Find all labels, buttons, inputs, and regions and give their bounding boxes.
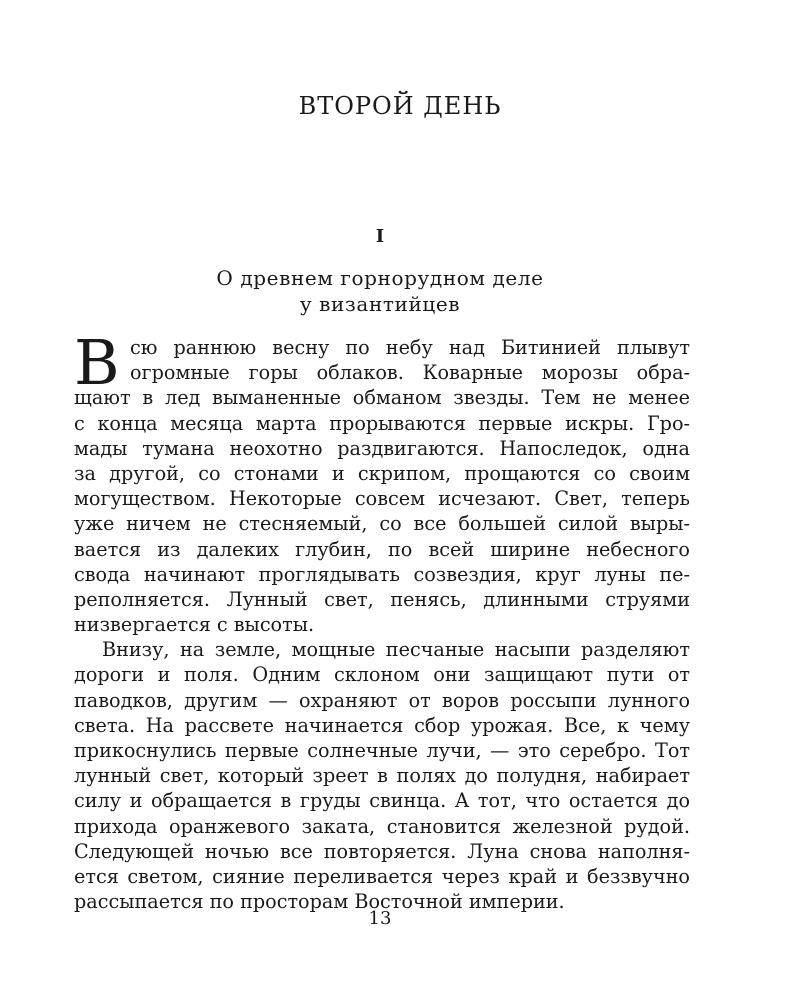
- text-line: дороги и поля. Одним склоном они защищают пути от: [74, 663, 690, 687]
- text-line: мады тумана неохотно раздвигаются. Напоследок, одна: [74, 436, 690, 460]
- text-line: вается из далеких глубин, по всей ширине небесного: [74, 537, 690, 561]
- text-line: низвергается с высоты.: [74, 613, 315, 637]
- page-number: 13: [368, 908, 392, 929]
- body-text: [74, 326, 690, 914]
- text-line: свода начинают проглядывать созвездия, круг луны пе-: [74, 562, 690, 586]
- text-line: сю раннюю весну по небу над Битинией плывут: [130, 336, 690, 359]
- text-line: Следующей ночью все повторяется. Луна снова наполня-: [74, 839, 690, 863]
- text-line: щают в лед выманенные обманом звезды. Тем не менее: [74, 386, 690, 410]
- text-line: ется светом, сияние переливается через край и беззвучно: [74, 864, 690, 888]
- text-line: света. На рассвете начинается сбор урожая. Все, к чему: [74, 713, 690, 737]
- text-line: прикоснулись первые солнечные лучи, — это серебро. Тот: [74, 739, 690, 762]
- section-title-line: О древнем горнорудном деле: [216, 266, 544, 290]
- section-number: I: [375, 226, 385, 247]
- text-line: рассыпается по просторам Восточной империи.: [74, 890, 565, 914]
- text-line: могуществом. Некоторые совсем исчезают. Свет, теперь: [74, 487, 690, 511]
- paragraph-1: [74, 326, 690, 637]
- text-line: прихода оранжевого заката, становится железной рудой.: [74, 814, 690, 838]
- section-title-line: у византийцев: [299, 292, 461, 316]
- text-line: лунный свет, который зреет в полях до полудня, набирает: [74, 764, 690, 788]
- text-line: паводков, другим — охраняют от воров россыпи лунного: [74, 688, 690, 712]
- section-title: [0, 265, 760, 317]
- text-line: силу и обращается в груды свинца. А тот, что остается до: [74, 789, 690, 813]
- text-line: реполняется. Лунный свет, пенясь, длинными струями: [74, 587, 690, 611]
- text-line: Внизу, на земле, мощные песчаные насыпи разделяют: [102, 638, 690, 662]
- text-line: огромные горы облаков. Коварные морозы обра-: [130, 361, 690, 385]
- paragraph-2: [74, 637, 690, 914]
- text-line: за другой, со стонами и скрипом, прощаются со своим: [74, 461, 690, 485]
- chapter-title: ВТОРОЙ ДЕНЬ: [298, 92, 502, 120]
- text-line: уже ничем не стесняемый, со все большей силой выры-: [74, 512, 690, 536]
- text-line: с конца месяца марта прорываются первые искры. Гро-: [74, 411, 690, 435]
- drop-cap: В: [74, 326, 120, 399]
